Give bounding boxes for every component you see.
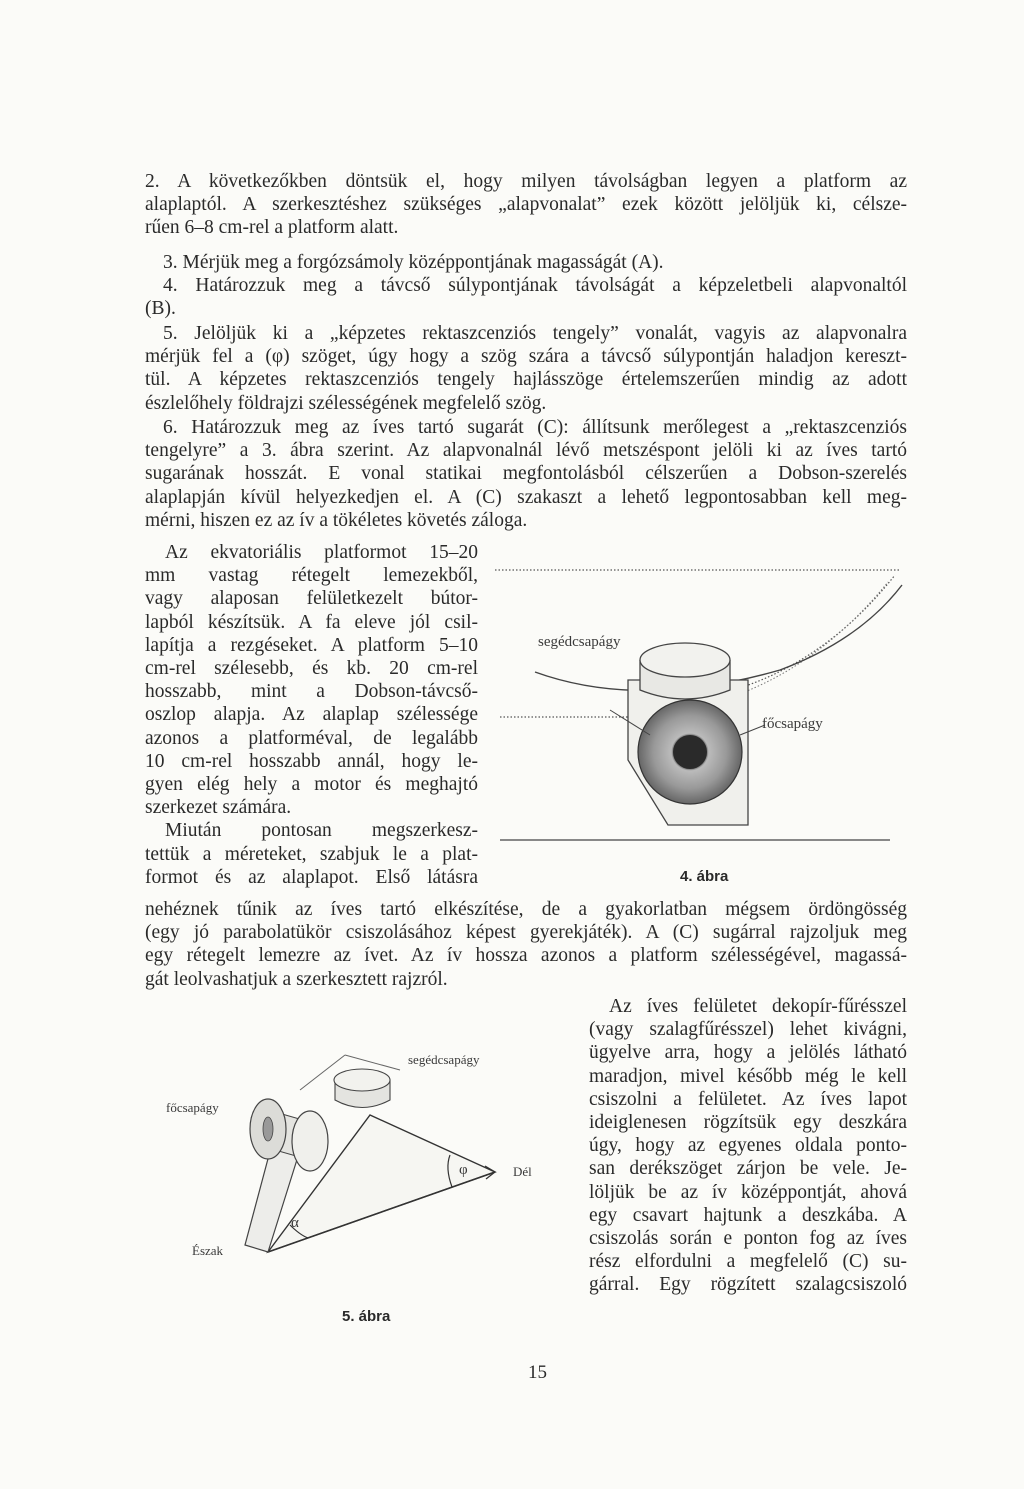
- paragraph-step-6: [145, 416, 907, 532]
- text-line: (egy jó parabolatükör csiszolásához képest gyerekjáték). A (C) sugárral rajzoljuk meg: [145, 922, 907, 944]
- text-line: csiszolni a felületet. Az íves lapot: [589, 1088, 907, 1110]
- text-line: gárral. Egy rögzített szalagcsiszoló: [589, 1274, 907, 1296]
- text-line: mérni, hiszen ez az ív a tökéletes követés záloga.: [145, 509, 528, 531]
- text-line: alaplapján kívül helyezkedjen el. A (C) szakaszt a lehető legpontosabban kell meg-: [145, 486, 907, 508]
- text-line: mérjük fel a (φ) szöget, úgy hogy a szög szára a távcső súlypontján haladjon kereszt-: [145, 346, 907, 368]
- auxiliary-bearing-cylinder: [640, 643, 730, 699]
- figure-5-label-segedcsapagy: segédcsapágy: [408, 1052, 480, 1067]
- text-line: Az ekvatoriális platformot 15–20: [165, 542, 478, 563]
- text-line: ideiglenesen rögzítsük egy deszkára: [589, 1112, 907, 1134]
- text-line: alaplaptól. A szerkesztéshez szükséges „alapvonalat” ezek között jelöljük ki, célsze-: [145, 194, 907, 216]
- text-line: tengelyre” a 3. ábra szerint. Az alapvonalnál lévő metszéspont jelöli ki az íves tartó: [145, 440, 907, 462]
- figure-5-label-alpha: α: [291, 1215, 299, 1231]
- paragraph-step-4: [145, 274, 907, 320]
- text-line: san derékszöget zárjon be vele. Je-: [589, 1158, 907, 1180]
- text-line: tettük a méreteket, szabjuk le a plat-: [145, 843, 478, 865]
- text-line: lapítja a rezgéseket. A platform 5–10: [145, 634, 478, 656]
- paragraph-step-2: [145, 170, 907, 240]
- paragraph-step-5: [145, 322, 907, 415]
- text-line: észlelőhely földrajzi szélességének megfelelő szög.: [145, 392, 547, 414]
- text-line: tül. A képzetes rektaszcenziós tengely hajlásszöge értelemszerűen mindig az adott: [145, 369, 907, 391]
- figure-5-label-eszak: Észak: [192, 1243, 224, 1258]
- paragraph-arc-construction: [145, 898, 907, 991]
- text-line: csiszolás során e ponton fog az íves: [589, 1228, 907, 1250]
- text-line: szerkezet számára.: [145, 797, 292, 819]
- text-line: lapból készítsük. A fa eleve jól csil-: [145, 611, 478, 633]
- figure-5-label-phi: φ: [459, 1162, 468, 1178]
- text-line: 5. Jelöljük ki a „képzetes rektaszcenziós tengely” vonalát, vagyis az alapvonalra: [163, 323, 907, 344]
- text-line: cm-rel szélesebb, és kb. 20 cm-rel: [145, 658, 478, 680]
- right-column-text: [589, 995, 907, 1297]
- text-line: gyen elég hely a motor és meghajtó: [145, 774, 478, 796]
- text-line: rűen 6–8 cm-rel a platform alatt.: [145, 217, 399, 239]
- text-line: nehéznek tűnik az íves tartó elkészítése, de a gyakorlatban mégsem ördöngösség: [145, 899, 907, 920]
- text-line: vagy alaposan felületkezelt bútor-: [145, 588, 478, 610]
- text-line: azonos a platforméval, de legalább: [145, 727, 478, 749]
- text-line: gát leolvashatjuk a szerkesztett rajzról.: [145, 968, 448, 990]
- figure-5-diagram: [150, 1040, 550, 1270]
- paragraph-step-3: [163, 251, 907, 274]
- figure-4-label-segedcsapagy: segédcsapágy: [538, 634, 621, 650]
- figure-5-label-del: Dél: [513, 1164, 532, 1179]
- text-line: mm vastag rétegelt lemezekből,: [145, 565, 478, 587]
- text-line: úgy, hogy az egyenes oldala ponto-: [589, 1135, 907, 1157]
- text-line: 2. A következőkben döntsük el, hogy milyen távolságban legyen a platform az: [145, 171, 907, 192]
- page-number: 15: [528, 1362, 547, 1383]
- text-line: (vagy szalagfűrésszel) lehet kivágni,: [589, 1019, 907, 1041]
- text-line: egy csavart hajtunk a deszkába. A: [589, 1204, 907, 1226]
- figure-4-diagram: [490, 560, 910, 870]
- text-line: 4. Határozzuk meg a távcső súlypontjának távolságát a képzeletbeli alapvonaltól: [163, 275, 907, 296]
- figure-4-label-focsapagy: főcsapágy: [762, 716, 823, 732]
- text-line: oszlop alapja. Az alaplap szélessége: [145, 704, 478, 726]
- dotted-arc: [715, 575, 895, 695]
- text-line: sugarának hosszát. E vonal statikai megfontolásból célszerűen a Dobson-szerelés: [145, 463, 907, 485]
- text-line: löljük be az ív középpontját, ahová: [589, 1181, 907, 1203]
- outline-line: [345, 1055, 400, 1070]
- text-line: ügyelve arra, hogy a jelölés látható: [589, 1042, 907, 1064]
- text-line: formot és az alaplapot. Első látásra: [145, 866, 478, 888]
- text-line: 3. Mérjük meg a forgózsámoly középpontjának magasságát (A).: [163, 252, 664, 273]
- text-line: Az íves felületet dekopír-fűrésszel: [609, 996, 907, 1017]
- main-bearing-hole: [673, 735, 707, 769]
- figure-4-caption: 4. ábra: [680, 868, 729, 885]
- text-line: 10 cm-rel hosszabb annál, hogy le-: [145, 750, 478, 772]
- text-line: Miután pontosan megszerkesz-: [165, 820, 478, 842]
- text-line: hosszabb, mint a Dobson-távcső-: [145, 681, 478, 703]
- text-line: maradjon, mivel később még le kell: [589, 1065, 907, 1087]
- text-line: rész elfordulni a megfelelő (C) su-: [589, 1251, 907, 1273]
- figure-5-caption: 5. ábra: [342, 1308, 391, 1325]
- text-line: (B).: [145, 298, 176, 320]
- text-line: 6. Határozzuk meg az íves tartó sugarát (C): állítsunk merőlegest a „rektaszcenziós: [163, 417, 907, 438]
- left-column-text: [145, 541, 478, 889]
- auxiliary-bearing-cylinder: [334, 1069, 390, 1108]
- text-line: egy rétegelt lemezre az ívet. Az ív hossza azonos a platform szélességével, magassá-: [145, 945, 907, 967]
- figure-5-label-focsapagy: főcsapágy: [166, 1100, 219, 1115]
